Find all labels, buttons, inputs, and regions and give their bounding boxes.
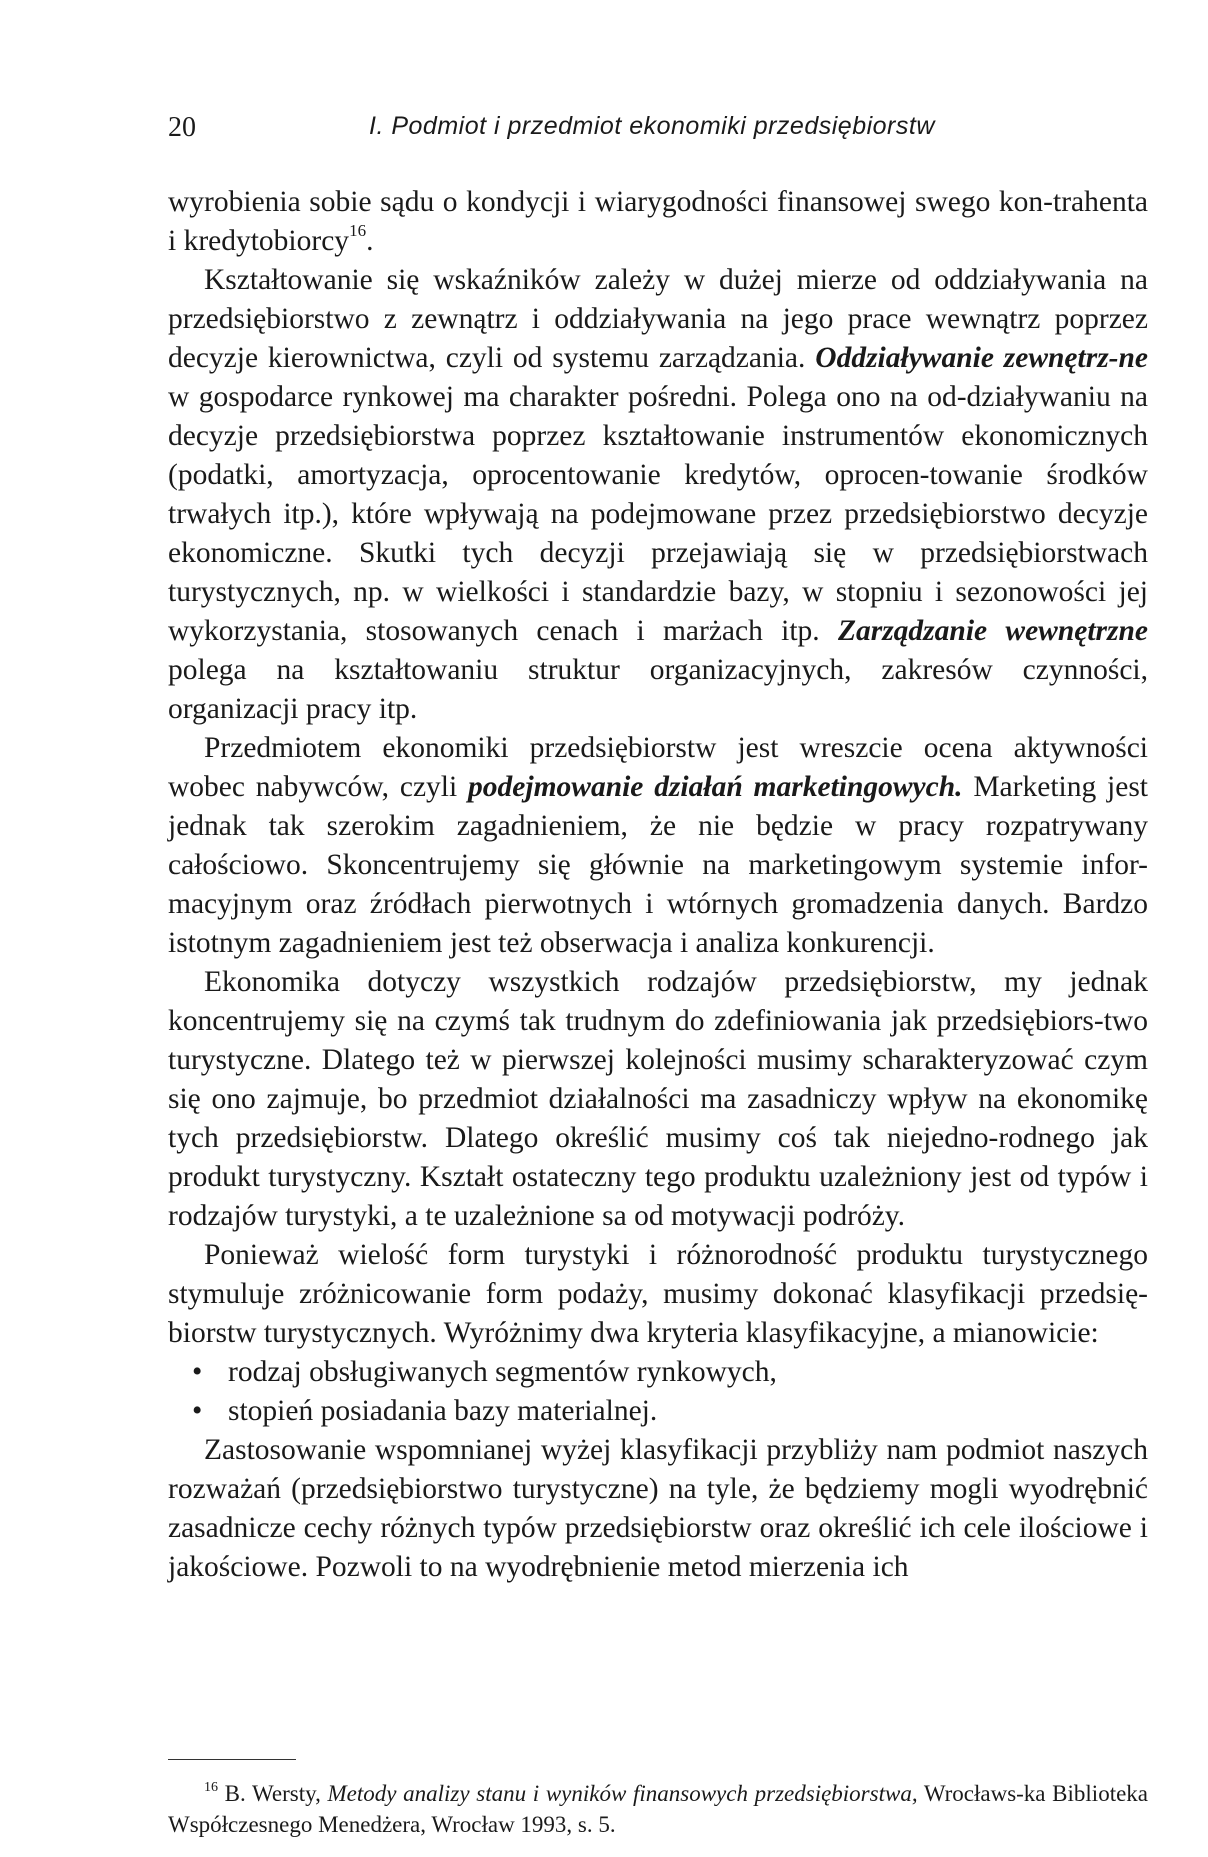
page-header xyxy=(168,112,1098,148)
paragraph-4: Ekonomika dotyczy wszystkich rodzajów przedsiębiorstw, my jednak koncentrujemy się na czymś tak trudnym do zdefiniowania jak przedsiębiors-two turystyczne. Dlatego też w pierwszej kolejności musimy scharakteryzować czym się ono zajmuje, bo przedmiot działalności ma zasadniczy wpływ na ekonomikę tych przedsiębiorstw. Dlatego określić musimy coś tak niejedno-rodnego jak produkt turystyczny. Kształt ostateczny tego produktu uzależniony jest od typów i rodzajów turystyki, a te uzależnione sa od motywacji podróży. xyxy=(168,966,1148,1232)
footnote: $^{16}$ B. Wersty, Metody analizy stanu i wyników finansowych przedsiębiorstwa, Wrocławs-ka Biblioteka Współczesnego Menedżera, Wrocław 1993, s. 5. xyxy=(168,1780,1148,1837)
bullet-icon: • xyxy=(192,1356,203,1388)
paragraph-6: Zastosowanie wspomnianej wyżej klasyfikacji przybliży nam podmiot naszych rozważań (przedsiębiorstwo turystyczne) na tyle, że będziemy mogli wyodrębnić zasadnicze cechy różnych typów przedsiębiorstw oraz określić ich cele ilościowe i jakościowe. Pozwoli to na wyodrębnienie metod mierzenia ich xyxy=(168,1434,1148,1583)
paragraph-5: Ponieważ wielość form turystyki i różnorodność produktu turystycznego stymuluje zróżnicowanie form podaży, musimy dokonać klasyfikacji przedsię-biorstw turystycznych. Wyróżnimy dwa kryteria klasyfikacyjne, a mianowicie: xyxy=(168,1239,1148,1349)
page-number: 20 xyxy=(168,112,196,143)
footnote-number: 16 xyxy=(204,1780,218,1795)
list-item: • stopień posiadania bazy materialnej. xyxy=(168,1392,1148,1431)
paragraph-3: Przedmiotem ekonomiki przedsiębiorstw jest wreszcie ocena aktywności wobec nabywców, czyli podejmowanie działań marketingowych. Marketing jest jednak tak szerokim zagadnieniem, że nie będzie w pracy rozpatrywany całościowo. Skoncentrujemy się głównie na marketingowym systemie infor-macyjnym oraz źródłach pierwotnych i wtórnych gromadzenia danych. Bardzo istotnym zagadnieniem jest też obserwacja i analiza konkurencji. xyxy=(168,732,1148,959)
emphasis-term: podejmowanie działań marketingowych. xyxy=(468,771,963,803)
bullet-icon: • xyxy=(192,1395,203,1427)
emphasis-term: Zarządzanie wewnętrzne xyxy=(837,615,1148,647)
emphasis-term: Oddziaływanie zewnętrz-ne xyxy=(815,342,1149,374)
footnote-separator xyxy=(168,1759,296,1760)
paragraph-1: wyrobienia sobie sądu o kondycji i wiarygodności finansowej swego kon-trahenta i kredytobiorcy$^{16}$. xyxy=(168,186,1148,257)
list-item: • rodzaj obsługiwanych segmentów rynkowych, xyxy=(168,1353,1148,1392)
footnote-title: Metody analizy stanu i wyników finansowych przedsiębiorstwa, xyxy=(327,1781,918,1806)
body-text xyxy=(168,183,1148,1587)
bullet-list xyxy=(168,1353,1148,1431)
paragraph-2: Kształtowanie się wskaźników zależy w dużej mierze od oddziaływania na przedsiębiorstwo z zewnątrz i oddziaływania na jego prace wewnątrz poprzez decyzje kierownictwa, czyli od systemu zarządzania. Oddziaływanie zewnętrz-ne w gospodarce rynkowej ma charakter pośredni. Polega ono na od-działywaniu na decyzje przedsiębiorstwa poprzez kształtowanie instrumentów ekonomicznych (podatki, amortyzacja, oprocentowanie kredytów, oprocen-towanie środków trwałych itp.), które wpływają na podejmowane przez przedsiębiorstwo decyzje ekonomiczne. Skutki tych decyzji przejawiają się w przedsiębiorstwach turystycznych, np. w wielkości i standardzie bazy, w stopniu i sezonowości jej wykorzystania, stosowanych cenach i marżach itp. Zarządzanie wewnętrzne polega na kształtowaniu struktur organizacyjnych, zakresów czynności, organizacji pracy itp. xyxy=(168,264,1149,725)
running-title: I. Podmiot i przedmiot ekonomiki przedsiębiorstw xyxy=(369,112,935,140)
footnote-ref: 16 xyxy=(349,221,367,240)
